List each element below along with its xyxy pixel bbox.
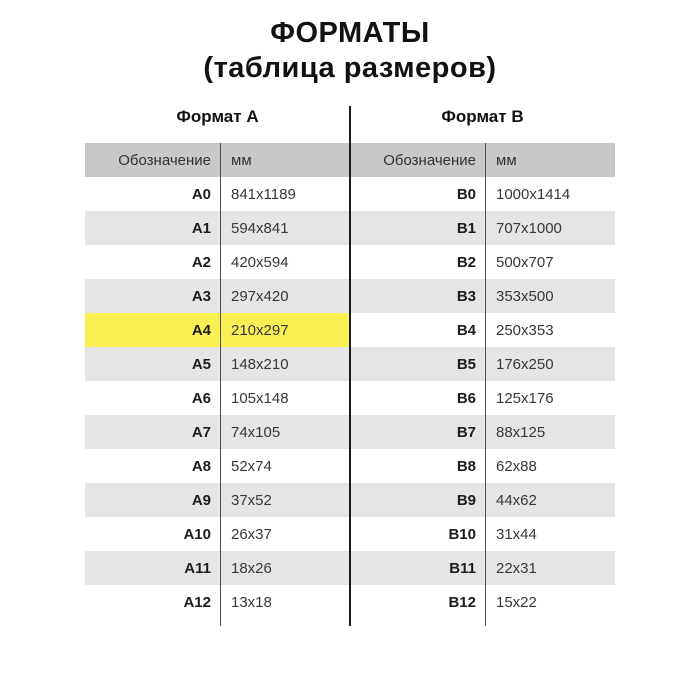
designation-cell: B1 [456, 219, 476, 237]
mm-cell: 1000x1414 [496, 185, 571, 203]
mm-cell: 44x62 [496, 491, 537, 509]
table-body [85, 177, 350, 619]
table-row [85, 347, 350, 381]
designation-cell: B0 [456, 185, 476, 203]
format-a-header: Формат А [176, 107, 259, 126]
column-divider-line [485, 143, 486, 626]
table-row [350, 449, 615, 483]
table-body [350, 177, 615, 619]
table-row [350, 177, 615, 211]
mm-cell: 707x1000 [496, 219, 562, 237]
table-row [350, 245, 615, 279]
mm-cell: 13x18 [231, 593, 272, 611]
mm-cell: 88x125 [496, 423, 546, 441]
table-row [350, 211, 615, 245]
designation-cell: A12 [183, 593, 211, 611]
designation-cell: A8 [191, 457, 211, 475]
designation-cell: B10 [448, 525, 476, 543]
designation-column-header: Обозначение [118, 151, 211, 169]
designation-cell: A6 [191, 389, 211, 407]
table-row [350, 381, 615, 415]
designation-cell: B4 [456, 321, 476, 339]
designation-cell: A1 [191, 219, 211, 237]
mm-cell: 52x74 [231, 457, 272, 475]
page-subtitle: (таблица размеров) [203, 52, 497, 84]
page-title: ФОРМАТЫ [270, 17, 430, 49]
mm-column-header: мм [231, 151, 252, 169]
table-header-row [350, 143, 615, 177]
table-row-highlighted [85, 313, 350, 347]
designation-cell: A11 [184, 559, 211, 577]
format-b-table [350, 143, 615, 619]
mm-cell: 841x1189 [231, 185, 296, 203]
designation-cell: A4 [191, 321, 211, 339]
table-row [85, 585, 350, 619]
format-b-header: Формат В [441, 107, 524, 126]
table-row [85, 517, 350, 551]
designation-cell: A2 [191, 253, 211, 271]
designation-cell: B5 [456, 355, 476, 373]
table-row [85, 211, 350, 245]
mm-cell: 210x297 [231, 321, 289, 339]
mm-column-header: мм [496, 151, 517, 169]
designation-cell: A5 [191, 355, 211, 373]
table-row [85, 177, 350, 211]
designation-cell: A0 [191, 185, 211, 203]
designation-cell: B3 [456, 287, 476, 305]
mm-cell: 62x88 [496, 457, 537, 475]
table-row [85, 245, 350, 279]
mm-cell: 26x37 [231, 525, 272, 543]
designation-cell: B12 [448, 593, 476, 611]
designation-cell: B6 [456, 389, 476, 407]
column-divider-line [220, 143, 221, 626]
table-row [350, 483, 615, 517]
table-row [85, 279, 350, 313]
designation-cell: B7 [456, 423, 476, 441]
mm-cell: 22x31 [496, 559, 537, 577]
table-row [350, 551, 615, 585]
tables-section [85, 106, 615, 619]
mm-cell: 37x52 [231, 491, 272, 509]
table-row [85, 483, 350, 517]
table-row [350, 279, 615, 313]
table-row [85, 415, 350, 449]
mm-cell: 297x420 [231, 287, 289, 305]
designation-cell: B2 [456, 253, 476, 271]
designation-cell: B9 [456, 491, 476, 509]
mm-cell: 500x707 [496, 253, 554, 271]
table-row [350, 517, 615, 551]
mm-cell: 74x105 [231, 423, 281, 441]
designation-cell: A7 [191, 423, 211, 441]
mm-cell: 15x22 [496, 593, 537, 611]
designation-cell: A3 [191, 287, 211, 305]
mm-cell: 420x594 [231, 253, 289, 271]
center-divider-line [349, 106, 351, 626]
designation-cell: B11 [449, 559, 476, 577]
format-a-table [85, 143, 350, 619]
mm-cell: 176x250 [496, 355, 554, 373]
mm-cell: 18x26 [231, 559, 272, 577]
designation-cell: A10 [183, 525, 211, 543]
table-row [85, 381, 350, 415]
mm-cell: 148x210 [231, 355, 289, 373]
table-header-row [85, 143, 350, 177]
mm-cell: 105x148 [231, 389, 289, 407]
designation-cell: B8 [456, 457, 476, 475]
mm-cell: 594x841 [231, 219, 289, 237]
mm-cell: 353x500 [496, 287, 554, 305]
table-row [350, 585, 615, 619]
table-row [85, 551, 350, 585]
designation-column-header: Обозначение [383, 151, 476, 169]
table-row [85, 449, 350, 483]
designation-cell: A9 [191, 491, 211, 509]
table-row [350, 415, 615, 449]
mm-cell: 125x176 [496, 389, 554, 407]
table-row [350, 313, 615, 347]
mm-cell: 31x44 [496, 525, 537, 543]
mm-cell: 250x353 [496, 321, 554, 339]
table-row [350, 347, 615, 381]
title-block [0, 0, 700, 86]
